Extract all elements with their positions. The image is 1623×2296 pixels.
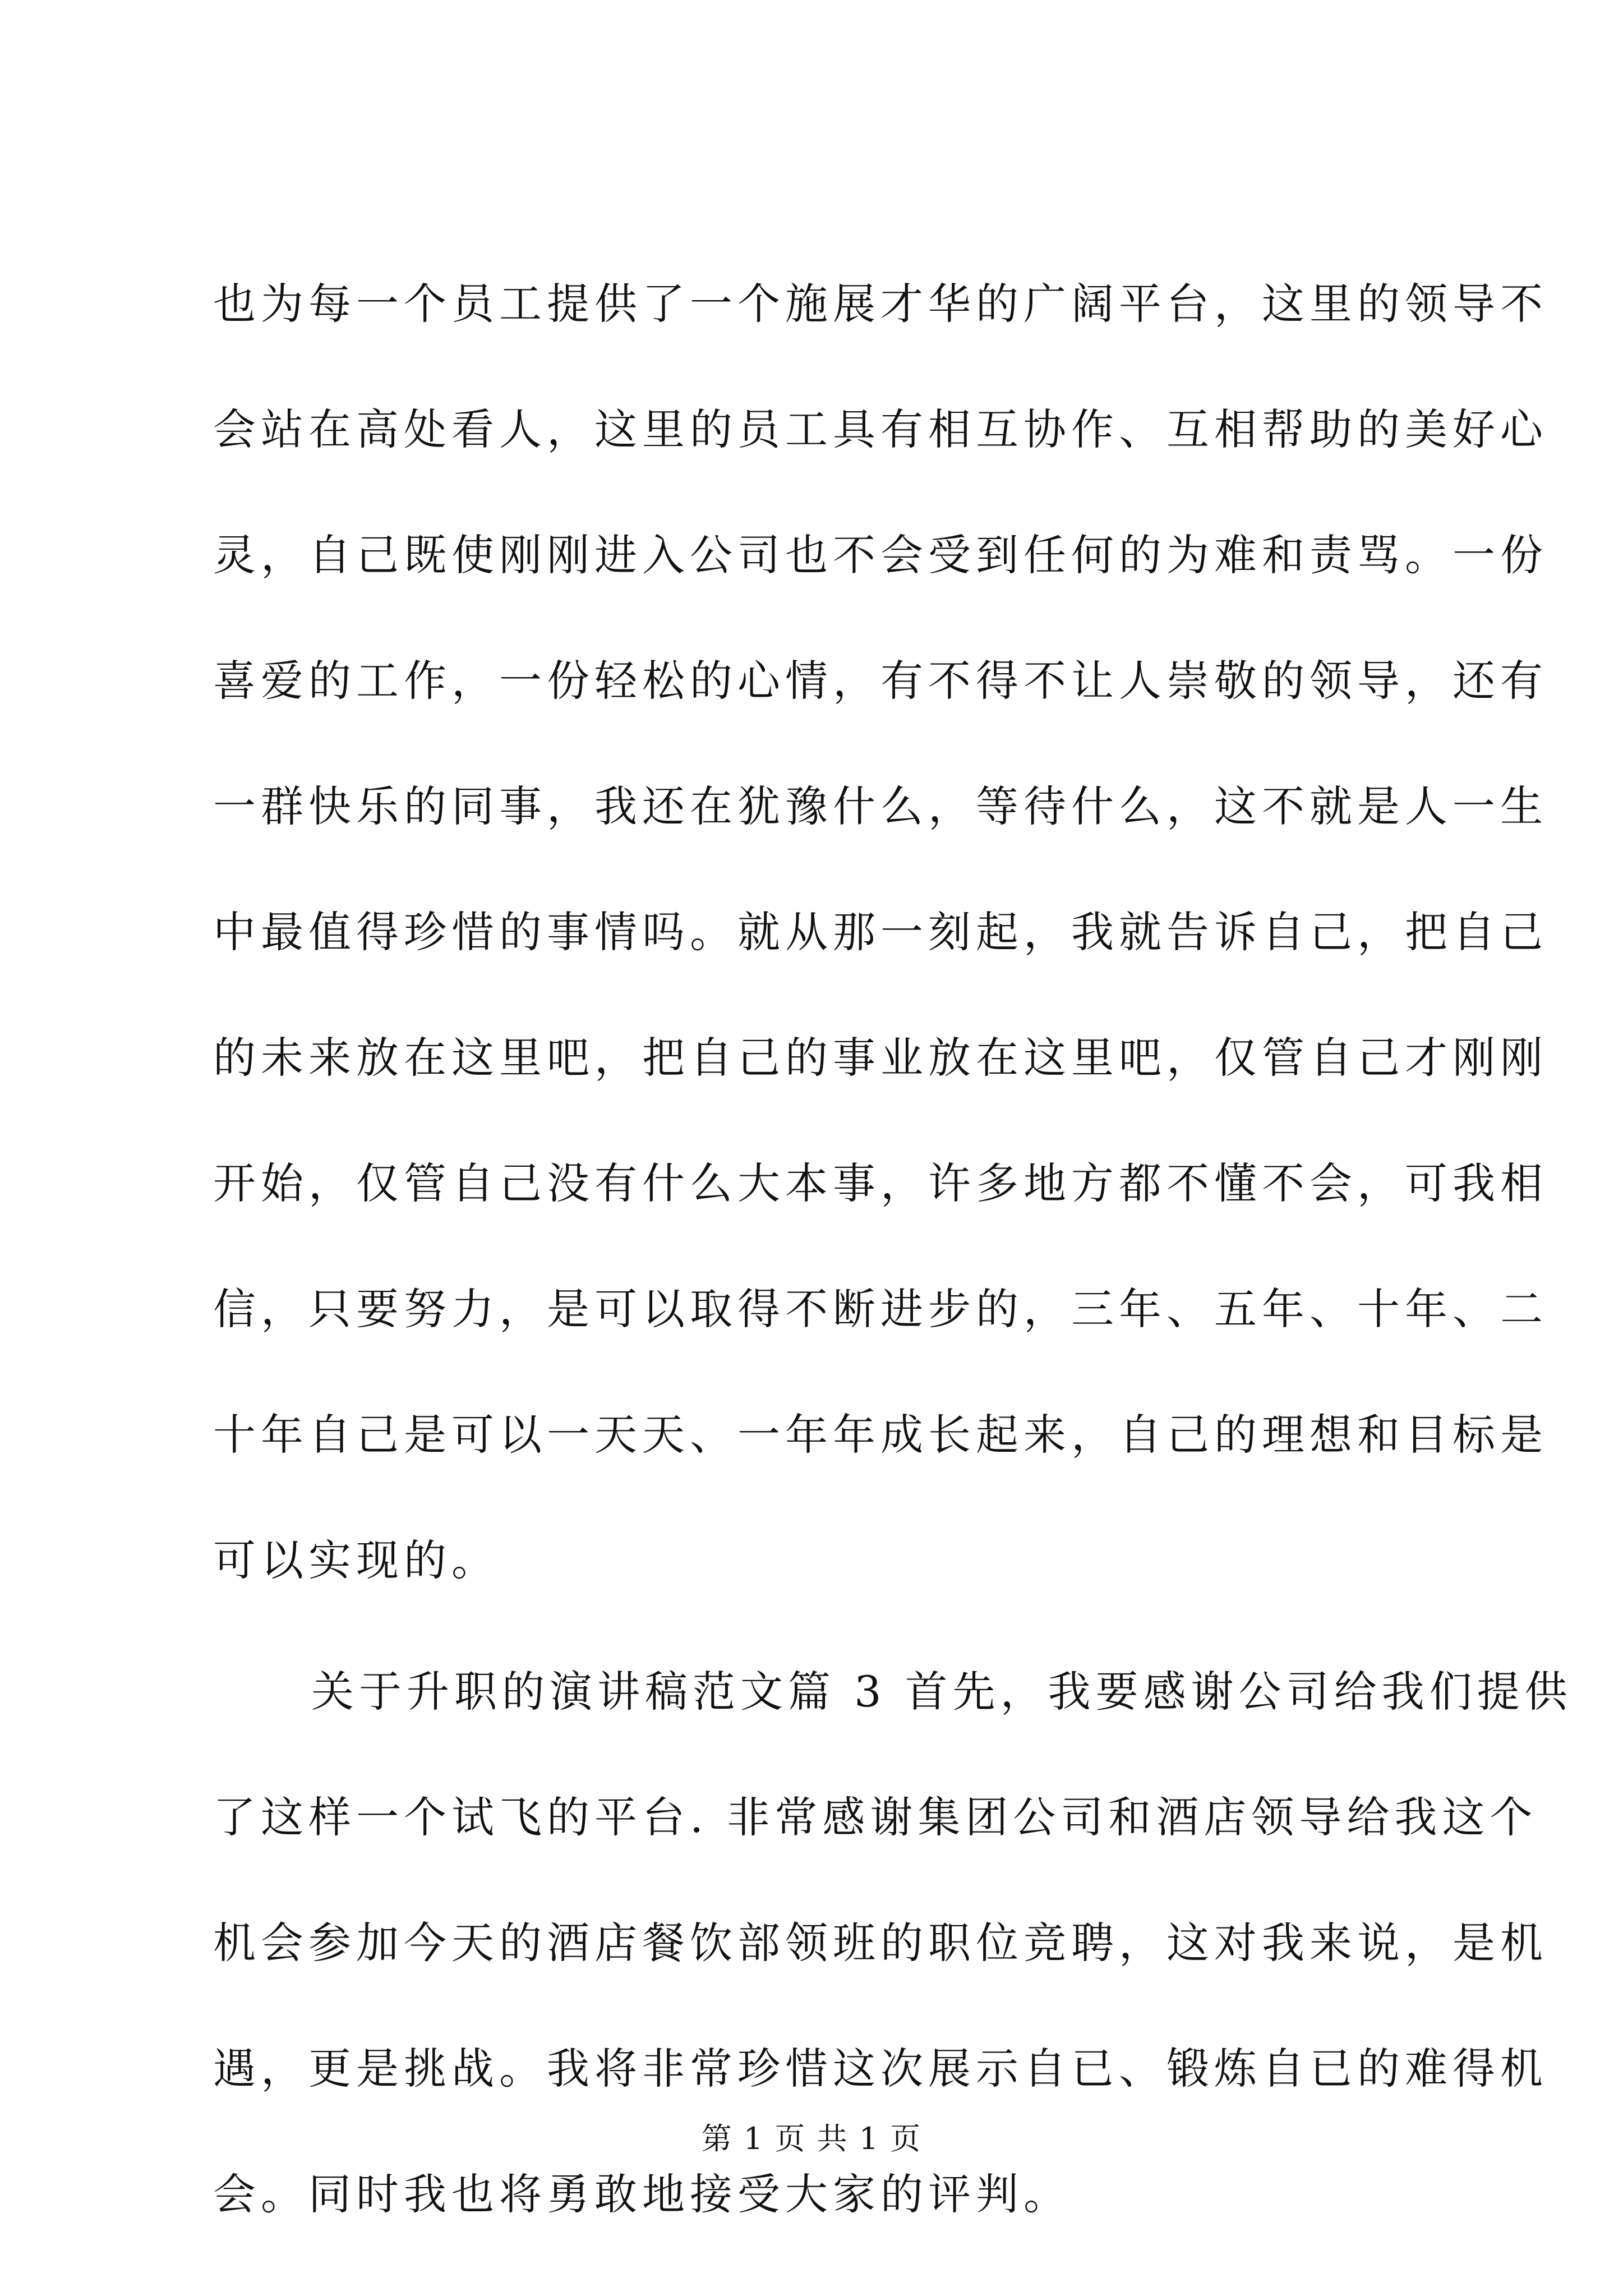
text-line: 一群快乐的同事，我还在犹豫什么，等待什么，这不就是人一生 xyxy=(213,781,1548,831)
text-line: 了这样一个试飞的平台. 非常感谢集团公司和酒店领导给我这个 xyxy=(213,1792,1538,1842)
body-text xyxy=(213,241,1573,2257)
text-line: 遇，更是挑战。我将非常珍惜这次展示自已、锻炼自已的难得机 xyxy=(213,2044,1548,2093)
text-line: 十年自己是可以一天天、一年年成长起来，自己的理想和目标是 xyxy=(213,1410,1548,1460)
text-line: 会。同时我也将勇敢地接受大家的评判。 xyxy=(213,2169,1071,2219)
page-number-label: 第 1 页 共 1 页 xyxy=(701,2121,922,2156)
text-line: 也为每一个员工提供了一个施展才华的广阔平台，这里的领导不 xyxy=(213,279,1548,329)
text-line: 灵，自己既使刚刚进入公司也不会受到任何的为难和责骂。一份 xyxy=(213,530,1548,580)
paragraph-2 xyxy=(213,1629,1573,2257)
text-line: 喜爱的工作，一份轻松的心情，有不得不让人崇敬的领导，还有 xyxy=(213,656,1548,706)
text-line: 开始，仅管自己没有什么大本事，许多地方都不懂不会，可我相 xyxy=(213,1158,1548,1208)
text-line: 信，只要努力，是可以取得不断进步的，三年、五年、十年、二 xyxy=(213,1284,1548,1334)
text-line: 会站在高处看人，这里的员工具有相互协作、互相帮助的美好心 xyxy=(213,404,1548,454)
page-footer xyxy=(0,2115,1623,2158)
text-line: 关于升职的演讲稿范文篇 3 首先，我要感谢公司给我们提供 xyxy=(311,1667,1573,1717)
text-line: 机会参加今天的酒店餐饮部领班的职位竞聘，这对我来说，是机 xyxy=(213,1918,1548,1968)
text-line: 中最值得珍惜的事情吗。就从那一刻起，我就告诉自己，把自己 xyxy=(213,907,1548,957)
paragraph-1 xyxy=(213,241,1548,1623)
text-line: 的未来放在这里吧，把自己的事业放在这里吧，仅管自己才刚刚 xyxy=(213,1033,1548,1083)
text-line: 可以实现的。 xyxy=(213,1535,499,1585)
